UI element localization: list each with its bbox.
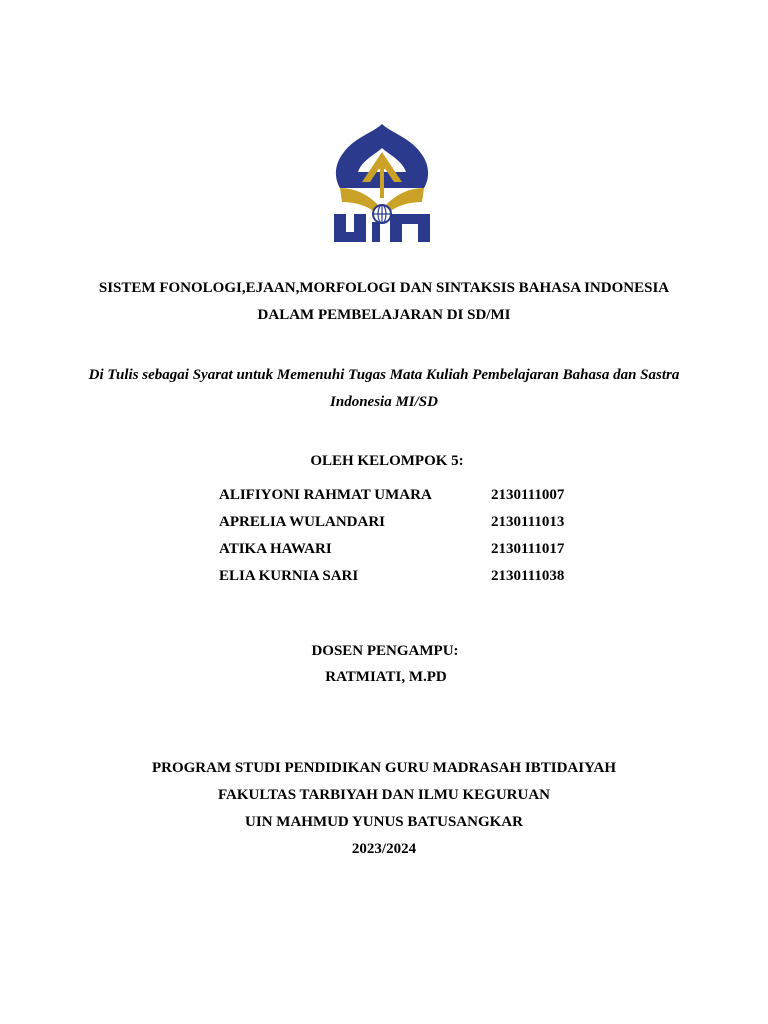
university-name: UIN MAHMUD YUNUS BATUSANGKAR	[245, 814, 523, 830]
member-name: ALIFIYONI RAHMAT UMARA	[219, 487, 432, 503]
member-nim: 2130111017	[491, 541, 565, 557]
uin-logo	[332, 122, 432, 244]
logo-letter-u	[334, 214, 366, 242]
title-line-1: SISTEM FONOLOGI,EJAAN,MORFOLOGI DAN SINTAKSIS BAHASA INDONESIA	[98, 280, 670, 296]
member-name: ATIKA HAWARI	[219, 541, 332, 557]
member-name: ELIA KURNIA SARI	[219, 568, 359, 584]
purpose-line-1: Di Tulis sebagai Syarat untuk Memenuhi Tugas Mata Kuliah Pembelajaran Bahasa dan Sastra	[88, 367, 680, 383]
logo-letter-i	[372, 222, 380, 242]
logo-letter-n	[390, 214, 430, 242]
member-name: APRELIA WULANDARI	[219, 514, 385, 530]
lecturer-name: RATMIATI, M.PD	[325, 669, 447, 685]
title-line-2: DALAM PEMBELAJARAN DI SD/MI	[257, 307, 511, 323]
member-nim: 2130111038	[491, 568, 565, 584]
lecturer-heading: DOSEN PENGAMPU:	[311, 643, 459, 659]
academic-year: 2023/2024	[351, 841, 417, 857]
member-nim: 2130111013	[491, 514, 565, 530]
program-name: PROGRAM STUDI PENDIDIKAN GURU MADRASAH IBTIDAIYAH	[151, 760, 617, 776]
purpose-line-2: Indonesia MI/SD	[330, 394, 438, 410]
member-nim: 2130111007	[491, 487, 565, 503]
faculty-name: FAKULTAS TARBIYAH DAN ILMU KEGURUAN	[218, 787, 550, 803]
group-heading: OLEH KELOMPOK 5:	[310, 453, 464, 469]
